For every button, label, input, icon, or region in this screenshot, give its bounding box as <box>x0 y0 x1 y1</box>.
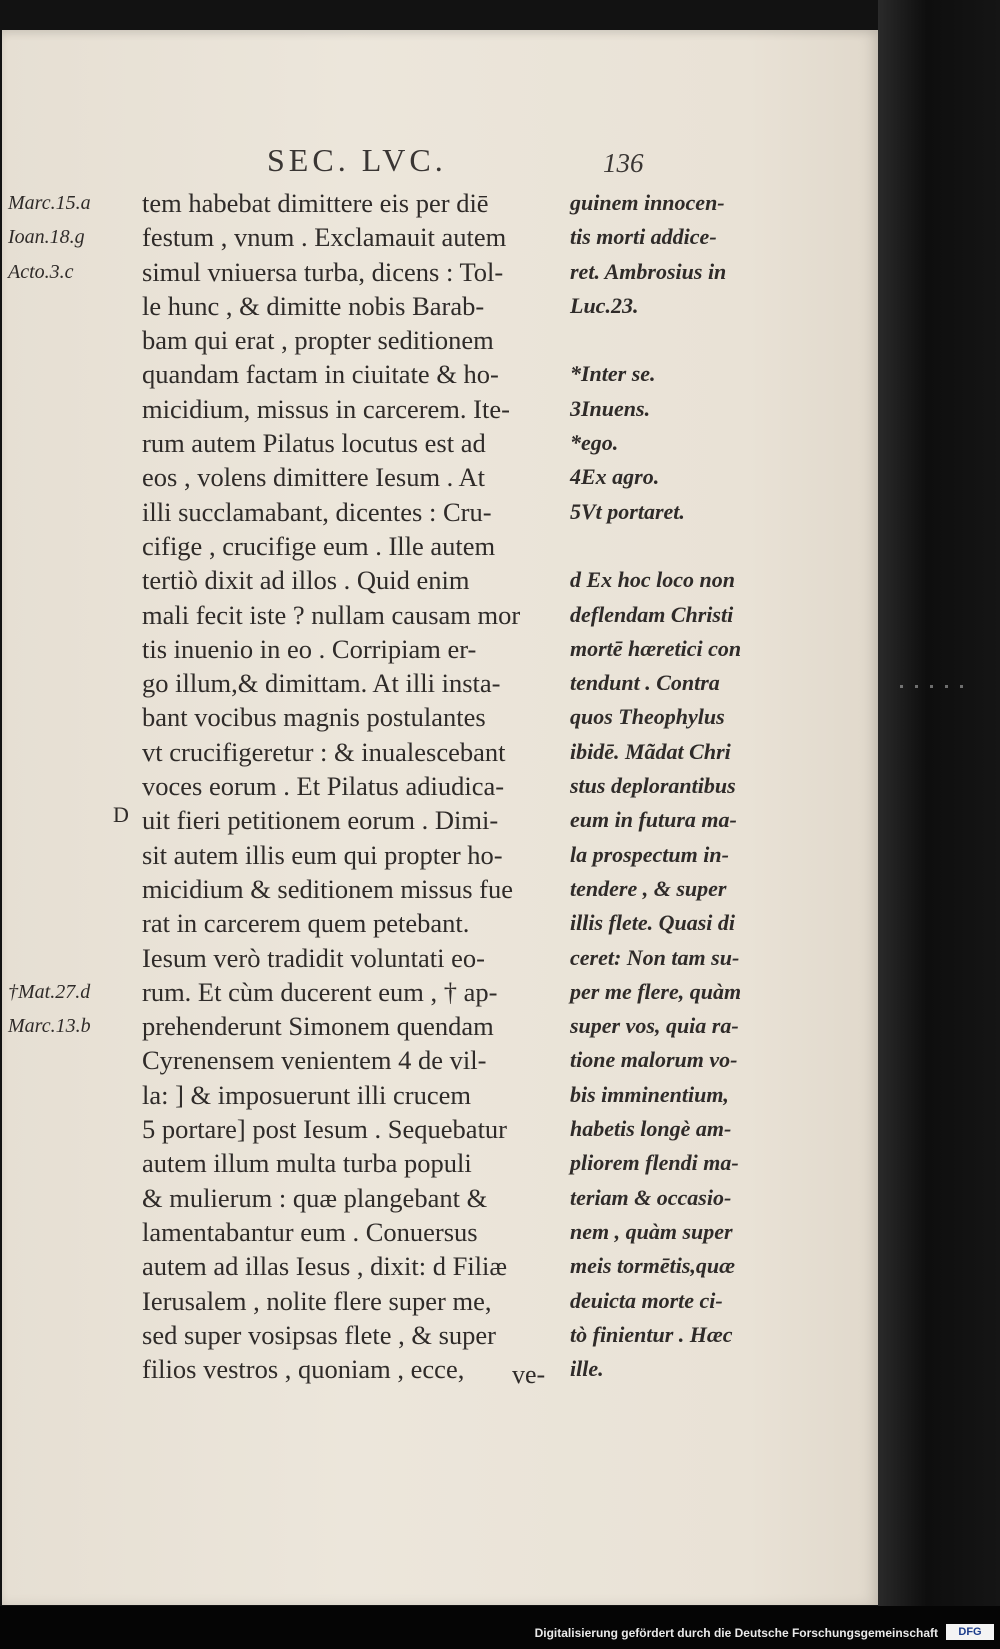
text-line: autem illum multa turba populi <box>142 1148 472 1179</box>
commentary-line: ceret: Non tam su- <box>570 944 740 970</box>
commentary-line: *Inter se. <box>570 361 656 387</box>
text-line: rat in carcerem quem petebant. <box>142 908 470 939</box>
commentary-line <box>570 323 800 357</box>
margin-reference: †Mat.27.d <box>8 980 91 1003</box>
commentary-line: teriam & occasio- <box>570 1184 732 1210</box>
text-line: & mulierum : quæ plangebant & <box>142 1182 488 1213</box>
text-line: 5 portare] post Iesum . Sequebatur <box>142 1114 508 1145</box>
commentary-line: tione malorum vo- <box>570 1047 738 1073</box>
commentary-line: tendunt . Contra <box>570 670 720 696</box>
text-line: Iesum verò tradidit voluntati eo- <box>142 942 485 973</box>
main-text-column <box>142 186 582 1386</box>
commentary-line: stus deplorantibus <box>570 773 736 799</box>
text-line: tertiò dixit ad illos . Quid enim <box>142 565 470 596</box>
right-margin-commentary <box>570 186 800 1386</box>
commentary-line: eum in futura ma- <box>570 807 737 833</box>
running-title: SEC. LVC. <box>267 142 447 178</box>
text-line: quandam factam in ciuitate & ho- <box>142 359 499 390</box>
commentary-line: 5Vt portaret. <box>570 498 685 524</box>
commentary-line: 4Ex agro. <box>570 464 660 490</box>
text-line: simul vniuersa turba, dicens : Tol- <box>142 256 504 287</box>
text-line: eos , volens dimittere Iesum . At <box>142 462 485 493</box>
book-edge-background <box>878 0 1000 1606</box>
text-line: micidium, missus in carcerem. Ite- <box>142 393 510 424</box>
section-letter: D <box>113 802 129 827</box>
commentary-line: pliorem flendi ma- <box>570 1150 739 1176</box>
commentary-line: bis imminentium, <box>570 1081 729 1107</box>
commentary-line: per me flere, quàm <box>570 978 742 1004</box>
text-line: festum , vnum . Exclamauit autem <box>142 222 507 253</box>
text-line: filios vestros , quoniam , ecce, <box>142 1354 465 1385</box>
text-line: go illum,& dimittam. At illi insta- <box>142 668 501 699</box>
commentary-line: guinem innocen- <box>570 190 725 215</box>
commentary-line: super vos, quia ra- <box>570 1013 739 1039</box>
book-edge-dots <box>900 675 990 689</box>
catchword: ve- <box>512 1360 546 1389</box>
commentary-line: d Ex hoc loco non <box>570 567 736 593</box>
commentary-line: deuicta morte ci- <box>570 1287 723 1313</box>
commentary-line: ibidē. Mãdat Chri <box>570 738 731 764</box>
margin-reference: Acto.3.c <box>8 260 74 283</box>
commentary-line: illis flete. Quasi di <box>570 910 735 936</box>
commentary-line: *ego. <box>570 430 619 456</box>
text-line: Cyrenensem venientem 4 de vil- <box>142 1045 487 1076</box>
text-line: cifige , crucifige eum . Ille autem <box>142 530 496 561</box>
text-line: lamentabantur eum . Conuersus <box>142 1216 478 1247</box>
commentary-line: deflendam Christi <box>570 601 734 627</box>
document-page <box>2 30 878 1605</box>
commentary-line: tendere , & super <box>570 875 727 901</box>
commentary-line: Luc.23. <box>570 292 639 318</box>
commentary-line <box>570 529 800 563</box>
page-number: 136 <box>603 148 644 178</box>
text-line: vt crucifigeretur : & inualescebant <box>142 736 506 767</box>
commentary-line: quos Theophylus <box>570 704 725 730</box>
text-line: sed super vosipsas flete , & super <box>142 1319 496 1350</box>
text-line: bant vocibus magnis postulantes <box>142 702 486 733</box>
commentary-line: meis tormētis,quæ <box>570 1253 736 1279</box>
margin-reference: Marc.13.b <box>8 1015 91 1038</box>
text-line: voces eorum . Et Pilatus adiudica- <box>142 771 505 802</box>
text-line: Ierusalem , nolite flere super me, <box>142 1285 492 1316</box>
text-line: tis inuenio in eo . Corripiam er- <box>142 633 477 664</box>
text-line: rum. Et cùm ducerent eum , † ap- <box>142 976 498 1007</box>
dfg-logo: DFG <box>946 1624 994 1640</box>
text-line: illi succlamabant, dicentes : Cru- <box>142 496 492 527</box>
commentary-line: la prospectum in- <box>570 841 729 867</box>
text-line: mali fecit iste ? nullam causam mor <box>142 599 521 630</box>
commentary-line: 3Inuens. <box>570 395 651 421</box>
text-line: micidium & seditionem missus fue <box>142 873 513 904</box>
margin-reference: Marc.15.a <box>8 192 91 214</box>
text-line: tem habebat dimittere eis per diē <box>142 188 489 218</box>
text-line: la: ] & imposuerunt illi crucem <box>142 1079 471 1110</box>
commentary-line: habetis longè am- <box>570 1116 732 1142</box>
text-line: sit autem illis eum qui propter ho- <box>142 839 503 870</box>
margin-reference: Ioan.18.g <box>8 226 85 249</box>
text-line: bam qui erat , propter seditionem <box>142 325 494 356</box>
footer-credit: Digitalisierung gefördert durch die Deutsche Forschungsgemeinschaft <box>534 1626 938 1640</box>
commentary-line: tò finientur . Hæc <box>570 1321 733 1347</box>
commentary-line: mortē hæretici con <box>570 635 742 661</box>
text-line: rum autem Pilatus locutus est ad <box>142 428 486 459</box>
footer-bar <box>0 1606 1000 1649</box>
text-line: autem ad illas Iesus , dixit: d Filiæ <box>142 1251 508 1282</box>
commentary-line: tis morti addice- <box>570 224 717 250</box>
text-line: le hunc , & dimitte nobis Barab- <box>142 290 485 321</box>
commentary-line: nem , quàm super <box>570 1218 733 1244</box>
text-line: prehenderunt Simonem quendam <box>142 1011 494 1042</box>
text-line: uit fieri petitionem eorum . Dimi- <box>142 805 499 836</box>
commentary-line: ille. <box>570 1356 604 1382</box>
commentary-line: ret. Ambrosius in <box>570 258 727 284</box>
